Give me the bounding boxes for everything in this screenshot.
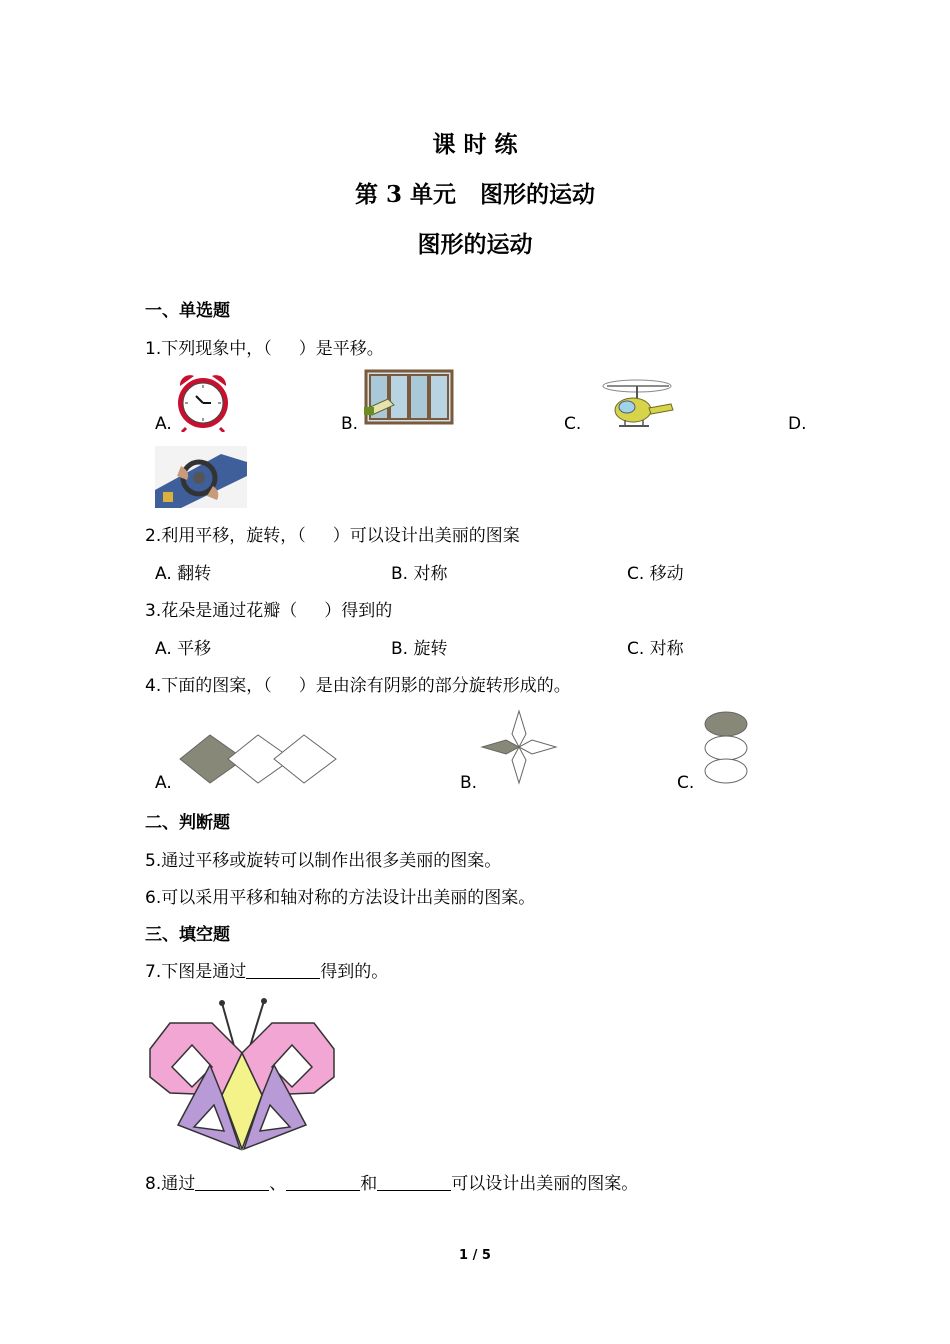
q3-option-b[interactable]: B. 旋转 [391, 639, 448, 659]
section-heading-true-false: 二、判断题 [145, 813, 230, 833]
q4-option-b[interactable]: B. [460, 773, 478, 793]
q1-option-a[interactable]: A. [155, 414, 172, 434]
q3-option-c[interactable]: C. 对称 [627, 639, 684, 659]
butterfly-icon [148, 995, 336, 1151]
q8-suffix: 可以设计出美丽的图案。 [451, 1174, 639, 1194]
question-4: 4.下面的图案，（ ）是由涂有阴影的部分旋转形成的。 [145, 676, 571, 696]
question-1: 1.下列现象中，（ ）是平移。 [145, 339, 384, 359]
q7-prefix: 7.下图是通过 [145, 962, 247, 982]
helicopter-icon [597, 374, 679, 432]
rotated-diamonds-icon [480, 709, 558, 785]
q4-option-c[interactable]: C. [677, 773, 695, 793]
q8-blank-2[interactable] [286, 1174, 360, 1191]
q8-separator-2: 和 [360, 1174, 378, 1194]
question-6: 6.可以采用平移和轴对称的方法设计出美丽的图案。 [145, 888, 536, 908]
q1-option-d[interactable]: D. [788, 414, 807, 434]
section-heading-single-choice: 一、单选题 [145, 301, 230, 321]
question-8 [145, 1169, 638, 1194]
q7-blank[interactable] [246, 962, 320, 979]
section-heading-fill-blank: 三、填空题 [145, 925, 230, 945]
q8-blank-3[interactable] [377, 1174, 451, 1191]
stacked-ellipses-icon [700, 708, 752, 788]
q8-blank-1[interactable] [195, 1174, 269, 1191]
unit-title: 第 3 单元 图形的运动 [354, 181, 596, 208]
steering-wheel-icon [155, 446, 247, 508]
question-5: 5.通过平移或旋转可以制作出很多美丽的图案。 [145, 851, 502, 871]
q8-prefix: 8.通过 [145, 1174, 196, 1194]
question-7 [145, 957, 388, 982]
lesson-title: 图形的运动 [417, 231, 533, 258]
q2-option-b[interactable]: B. 对称 [391, 564, 448, 584]
question-3: 3.花朵是通过花瓣（ ）得到的 [145, 601, 393, 621]
page-number: 1 / 5 [459, 1248, 491, 1263]
diamond-chain-icon [178, 731, 338, 787]
q3-option-a[interactable]: A. 平移 [155, 639, 212, 659]
q2-option-c[interactable]: C. 移动 [627, 564, 684, 584]
q2-option-a[interactable]: A. 翻转 [155, 564, 212, 584]
q1-option-b[interactable]: B. [341, 414, 359, 434]
alarm-clock-icon [174, 372, 232, 432]
question-2: 2.利用平移，旋转，（ ）可以设计出美丽的图案 [145, 526, 520, 546]
sliding-window-icon [364, 369, 454, 425]
q8-separator-1: 、 [269, 1174, 287, 1194]
document-title: 课 时 练 [432, 131, 518, 158]
q4-option-a[interactable]: A. [155, 773, 172, 793]
q7-suffix: 得到的。 [320, 962, 389, 982]
q1-option-c[interactable]: C. [564, 414, 582, 434]
